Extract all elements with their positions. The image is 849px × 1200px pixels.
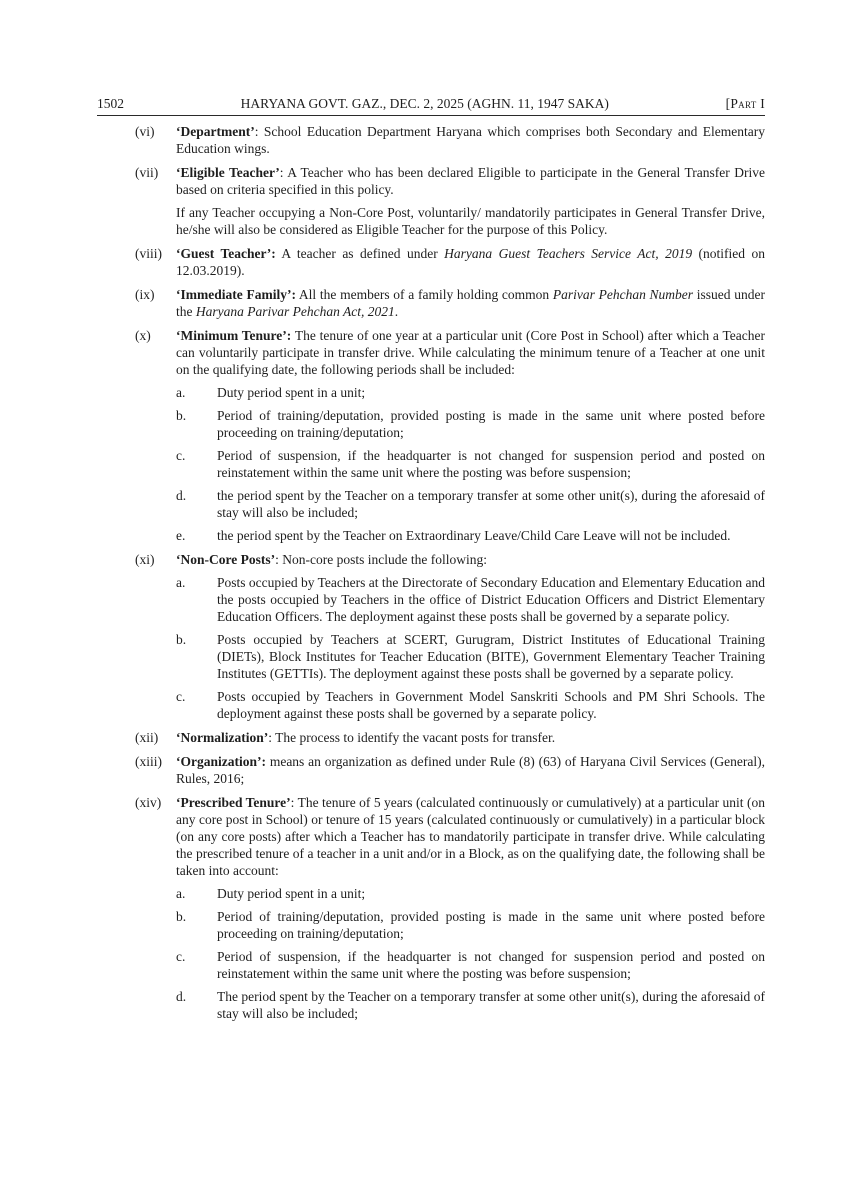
definition-item: [97, 164, 765, 238]
definition-term: ‘Minimum Tenure’:: [176, 328, 292, 343]
sub-item-text: Posts occupied by Teachers at SCERT, Gurugram, District Institutes of Educational Training (DIETs), Block Institutes for Teacher Education (BITE), Government Elementary Teacher Training Institutes (GETTIs). The deployment against these posts shall be governed by a separate policy.: [217, 632, 765, 681]
sub-item-text: Duty period spent in a unit;: [217, 886, 366, 901]
paragraph: [176, 286, 765, 320]
paragraph: [176, 327, 765, 378]
paragraph: [176, 123, 765, 157]
text-run: All the members of a family holding common: [295, 287, 553, 302]
definition-term: ‘Prescribed Tenure’: [176, 795, 291, 810]
text-run: means an organization as defined under Rule (8) (63) of Haryana Civil Services (General), Rules, 2016;: [176, 754, 765, 786]
part-label: [Part I: [725, 96, 765, 111]
definition-body: [176, 327, 765, 544]
sub-item-text: The period spent by the Teacher on a temporary transfer at some other unit(s), during the aforesaid of stay will also be included;: [217, 989, 765, 1021]
sub-item: [176, 688, 765, 722]
definition-body: [176, 551, 765, 722]
sub-item-marker: e.: [176, 528, 186, 543]
act-reference: Haryana Parivar Pehchan Act, 2021: [195, 304, 395, 319]
paragraph: [176, 551, 765, 568]
definition-body: [176, 245, 765, 279]
sub-item: [176, 988, 765, 1022]
definition-term: ‘Department’: [176, 124, 255, 139]
text-run: The tenure of one year at a particular unit (Core Post in School) after which a Teacher can voluntarily participate in transfer drive. While calculating the minimum tenure of a Teacher at one unit on the qualifying date, the following periods shall be included:: [176, 328, 765, 377]
sub-item: [176, 631, 765, 682]
definition-item: [97, 286, 765, 320]
definition-marker: (xii): [135, 730, 159, 745]
definition-body: [176, 729, 765, 746]
text-run: : Non-core posts include the following:: [275, 552, 487, 567]
definition-body: [176, 794, 765, 1022]
header-rule: [97, 115, 765, 116]
definition-marker: (ix): [135, 287, 155, 302]
sub-item-marker: d.: [176, 989, 187, 1004]
sub-item-marker: c.: [176, 689, 186, 704]
definition-body: [176, 753, 765, 787]
definition-item: [97, 551, 765, 722]
sub-item-marker: a.: [176, 385, 186, 400]
definition-marker: (xi): [135, 552, 155, 567]
definition-term: ‘Non-Core Posts’: [176, 552, 276, 567]
page-number: 1502: [97, 96, 124, 111]
sub-item-text: Posts occupied by Teachers in Government Model Sanskriti Schools and PM Shri Schools. The deployment against these posts shall be governed by a separate policy.: [217, 689, 765, 721]
sub-item-marker: b.: [176, 909, 187, 924]
sub-item-marker: c.: [176, 949, 186, 964]
text-run: issued under the: [176, 287, 765, 319]
definition-item: [97, 245, 765, 279]
definition-marker: (xiv): [135, 795, 162, 810]
definition-term: ‘Eligible Teacher’: [176, 165, 280, 180]
definition-term: ‘Guest Teacher’:: [176, 246, 276, 261]
paragraph: [176, 204, 765, 238]
sub-item-text: the period spent by the Teacher on a temporary transfer at some other unit(s), during the aforesaid of stay will also be included;: [217, 488, 765, 520]
sub-item: [176, 384, 765, 401]
sub-item: [176, 908, 765, 942]
definitions-list: [97, 123, 765, 1022]
definition-marker: (vii): [135, 165, 159, 180]
sub-item-marker: a.: [176, 886, 186, 901]
text-run: If any Teacher occupying a Non-Core Post, voluntarily/ mandatorily participates in General Transfer Drive, he/she will also be considered as Eligible Teacher for the purpose of this Policy.: [176, 205, 765, 237]
definition-marker: (vi): [135, 124, 155, 139]
definition-item: [97, 123, 765, 157]
sub-item-text: Duty period spent in a unit;: [217, 385, 366, 400]
definition-item: [97, 794, 765, 1022]
definition-item: [97, 327, 765, 544]
definition-marker: (viii): [135, 246, 162, 261]
definition-item: [97, 753, 765, 787]
definition-body: [176, 123, 765, 157]
definition-marker: (xiii): [135, 754, 162, 769]
text-run: .: [394, 304, 399, 319]
text-run: A teacher as defined under: [275, 246, 445, 261]
sub-item-marker: c.: [176, 448, 186, 463]
paragraph: [176, 753, 765, 787]
sub-item: [176, 527, 765, 544]
act-reference: Parivar Pehchan Number: [552, 287, 694, 302]
sub-item-text: the period spent by the Teacher on Extraordinary Leave/Child Care Leave will not be included.: [217, 528, 731, 543]
sub-item: [176, 487, 765, 521]
text-run: : School Education Department Haryana which comprises both Secondary and Elementary Education wings.: [176, 124, 765, 156]
sub-item-marker: b.: [176, 632, 187, 647]
definition-term: ‘Normalization’: [176, 730, 269, 745]
text-run: : The process to identify the vacant posts for transfer.: [268, 730, 556, 745]
paragraph: [176, 245, 765, 279]
definition-body: [176, 164, 765, 238]
definition-term: ‘Immediate Family’:: [176, 287, 296, 302]
act-reference: Haryana Guest Teachers Service Act, 2019: [444, 246, 693, 261]
gazette-title: HARYANA GOVT. GAZ., DEC. 2, 2025 (AGHN. 11, 1947 SAKA): [240, 96, 609, 111]
sub-item: [176, 948, 765, 982]
sub-item: [176, 447, 765, 481]
definition-term: ‘Organization’:: [176, 754, 266, 769]
document-body: [97, 95, 765, 1022]
sub-item-marker: a.: [176, 575, 186, 590]
sub-item-text: Period of suspension, if the headquarter is not changed for suspension period and posted on reinstatement within the same unit where the posting was before suspension;: [217, 949, 765, 981]
paragraph: [176, 794, 765, 879]
definition-body: [176, 286, 765, 320]
definition-marker: (x): [135, 328, 151, 343]
page-header: [97, 95, 765, 112]
sub-item-text: Period of suspension, if the headquarter is not changed for suspension period and posted on reinstatement within the same unit where the posting was before suspension;: [217, 448, 765, 480]
sub-item-text: Period of training/deputation, provided posting is made in the same unit where posted before proceeding on training/deputation;: [217, 408, 765, 440]
paragraph: [176, 164, 765, 198]
text-run: (notified on 12.03.2019).: [176, 246, 765, 278]
definition-item: [97, 729, 765, 746]
sub-item-text: Period of training/deputation, provided posting is made in the same unit where posted before proceeding on training/deputation;: [217, 909, 765, 941]
text-run: : The tenure of 5 years (calculated continuously or cumulatively) at a particular unit (on any core post in School) or tenure of 15 years (calculated continuously or cumulatively) in a particular block (on any core posts) after which a Teacher has to mandatorily participate in transfer drive. While calculating the prescribed tenure of a teacher in a unit and/or in a Block, as on the qualifying date, the following shall be taken into account:: [176, 795, 765, 878]
paragraph: [176, 729, 765, 746]
sub-item: [176, 407, 765, 441]
sub-item: [176, 574, 765, 625]
sub-item-text: Posts occupied by Teachers at the Directorate of Secondary Education and Elementary Education and the posts occupied by Teachers in the office of District Education Officers and District Elementary Education Officers. The deployment against these posts shall be governed by a separate policy.: [217, 575, 765, 624]
sub-item: [176, 885, 765, 902]
sub-item-marker: b.: [176, 408, 187, 423]
text-run: : A Teacher who has been declared Eligible to participate in the General Transfer Drive based on criteria specified in this policy.: [176, 165, 765, 197]
sub-item-marker: d.: [176, 488, 187, 503]
